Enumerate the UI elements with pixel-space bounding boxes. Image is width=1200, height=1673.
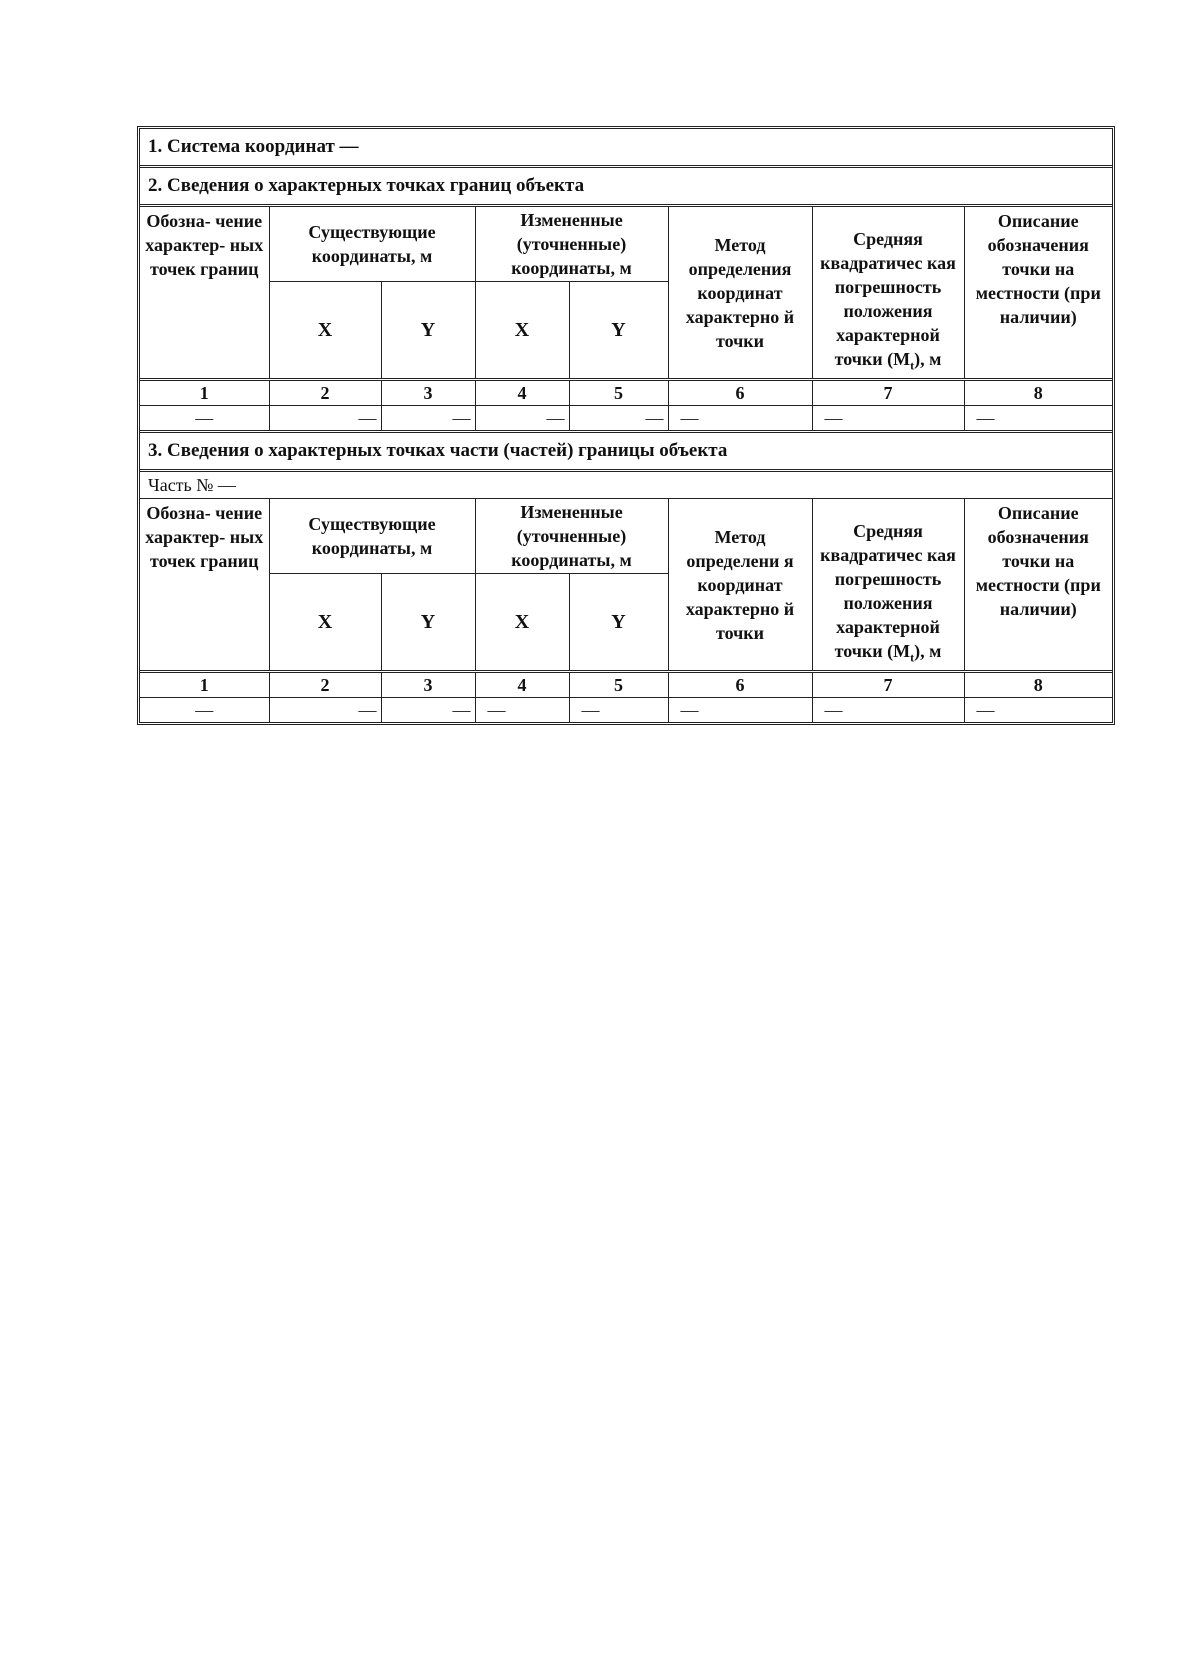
header-description: Описание обозначения точки на местности (при наличии)	[964, 499, 1112, 672]
header-changed-x: X	[475, 282, 569, 380]
header-mean-error	[812, 499, 964, 672]
column-number: 4	[475, 380, 569, 406]
header-changed-y: Y	[569, 574, 668, 672]
column-number: 4	[475, 672, 569, 698]
empty-cell: —	[812, 406, 964, 431]
section1-title: 1. Система координат —	[140, 129, 1112, 168]
column-number: 7	[812, 672, 964, 698]
section3-title: 3. Сведения о характерных точках части (частей) границы объекта	[140, 430, 1112, 472]
header-mean-error	[812, 207, 964, 380]
header-changed-x: X	[475, 574, 569, 672]
header-description: Описание обозначения точки на местности (при наличии)	[964, 207, 1112, 380]
header-existing-y: Y	[381, 282, 475, 380]
empty-cell: —	[812, 698, 964, 723]
header-changed-coordinates: Измененные (уточненные) координаты, м	[475, 207, 668, 282]
column-number: 2	[269, 672, 381, 698]
header-changed-coordinates: Измененные (уточненные) координаты, м	[475, 499, 668, 574]
header-point-designation: Обозна- чение характер- ных точек границ	[140, 499, 269, 672]
column-number: 1	[140, 380, 269, 406]
column-number: 1	[140, 672, 269, 698]
empty-cell: —	[269, 698, 381, 723]
header-mean-error-sub: t	[910, 651, 915, 665]
empty-cell: —	[569, 406, 668, 431]
header-mean-error-sub: t	[910, 359, 915, 373]
boundary-points-table	[140, 207, 1112, 430]
section2-title: 2. Сведения о характерных точках границ объекта	[140, 168, 1112, 207]
empty-cell: —	[475, 698, 569, 723]
column-number: 5	[569, 380, 668, 406]
header-mean-error-text: Средняя квадратичес кая погрешность положения характерной точки (M	[820, 521, 956, 662]
empty-cell: —	[381, 698, 475, 723]
header-mean-error-text: Средняя квадратичес кая погрешность положения характерной точки (M	[820, 229, 956, 370]
empty-cell: —	[140, 406, 269, 431]
empty-cell: —	[140, 698, 269, 723]
empty-cell: —	[964, 406, 1112, 431]
header-method: Метод определения координат характерно й точки	[668, 207, 812, 380]
header-point-designation: Обозна- чение характер- ных точек границ	[140, 207, 269, 380]
column-number: 3	[381, 380, 475, 406]
empty-cell: —	[668, 406, 812, 431]
column-number: 6	[668, 672, 812, 698]
header-existing-x: X	[269, 574, 381, 672]
header-existing-y: Y	[381, 574, 475, 672]
column-number: 6	[668, 380, 812, 406]
empty-cell: —	[569, 698, 668, 723]
header-existing-x: X	[269, 282, 381, 380]
header-mean-error-tail: ), м	[914, 641, 942, 662]
column-number: 8	[964, 380, 1112, 406]
column-number: 2	[269, 380, 381, 406]
empty-cell: —	[269, 406, 381, 431]
empty-cell: —	[381, 406, 475, 431]
header-existing-coordinates: Существующие координаты, м	[269, 499, 475, 574]
column-number: 5	[569, 672, 668, 698]
header-changed-y: Y	[569, 282, 668, 380]
part-boundary-points-table	[140, 499, 1112, 722]
part-label: Часть № —	[140, 472, 1112, 499]
header-method: Метод определени я координат характерно й точки	[668, 499, 812, 672]
column-number: 8	[964, 672, 1112, 698]
header-existing-coordinates: Существующие координаты, м	[269, 207, 475, 282]
header-mean-error-tail: ), м	[914, 349, 942, 370]
empty-cell: —	[668, 698, 812, 723]
empty-cell: —	[475, 406, 569, 431]
column-number: 3	[381, 672, 475, 698]
column-number: 7	[812, 380, 964, 406]
empty-cell: —	[964, 698, 1112, 723]
coordinates-form	[137, 126, 1115, 725]
